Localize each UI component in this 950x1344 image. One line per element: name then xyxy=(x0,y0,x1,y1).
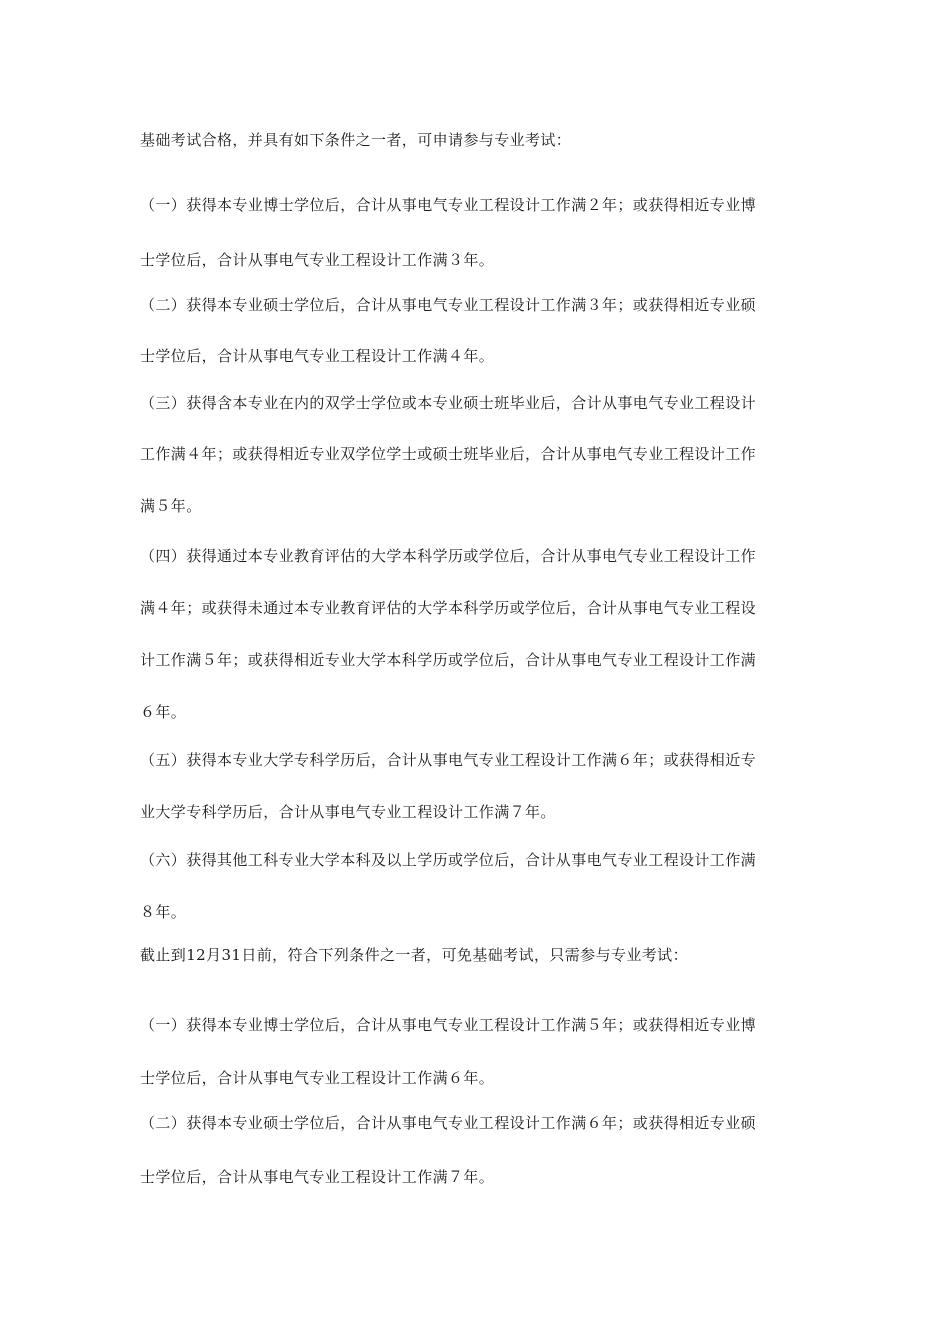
section1-intro: 基础考试合格，并具有如下条件之一者，可申请参与专业考试： xyxy=(140,131,572,149)
section1-item-4-line-2: 满４年；或获得未通过本专业教育评估的大学本科学历或学位后，合计从事电气专业工程设 xyxy=(140,599,757,617)
section1-item-1-line-1: （一）获得本专业博士学位后，合计从事电气专业工程设计工作满２年；或获得相近专业博 xyxy=(140,196,757,214)
section1-item-5-line-2: 业大学专科学历后，合计从事电气专业工程设计工作满７年。 xyxy=(140,803,556,821)
section2-item-2-line-1: （二）获得本专业硕士学位后，合计从事电气专业工程设计工作满６年；或获得相近专业硕 xyxy=(140,1114,757,1132)
section1-item-3-line-1: （三）获得含本专业在内的双学士学位或本专业硕士班毕业后，合计从事电气专业工程设计 xyxy=(140,394,757,412)
section2-item-1-line-1: （一）获得本专业博士学位后，合计从事电气专业工程设计工作满５年；或获得相近专业博 xyxy=(140,1016,757,1034)
section1-item-3-line-3: 满５年。 xyxy=(140,497,202,515)
section1-item-4-line-1: （四）获得通过本专业教育评估的大学本科学历或学位后，合计从事电气专业工程设计工作 xyxy=(140,547,757,565)
section1-item-4-line-4: ６年。 xyxy=(140,703,187,721)
section2-item-1-line-2: 士学位后，合计从事电气专业工程设计工作满６年。 xyxy=(140,1069,495,1087)
section1-item-2-line-1: （二）获得本专业硕士学位后，合计从事电气专业工程设计工作满３年；或获得相近专业硕 xyxy=(140,296,757,314)
section1-item-1-line-2: 士学位后，合计从事电气专业工程设计工作满３年。 xyxy=(140,251,495,269)
section1-item-4-line-3: 计工作满５年；或获得相近专业大学本科学历或学位后，合计从事电气专业工程设计工作满 xyxy=(140,651,757,669)
section2-item-2-line-2: 士学位后，合计从事电气专业工程设计工作满７年。 xyxy=(140,1168,495,1186)
section1-item-2-line-2: 士学位后，合计从事电气专业工程设计工作满４年。 xyxy=(140,347,495,365)
section1-item-6-line-1: （六）获得其他工科专业大学本科及以上学历或学位后，合计从事电气专业工程设计工作满 xyxy=(140,851,757,869)
section1-item-3-line-2: 工作满４年；或获得相近专业双学位学士或硕士班毕业后，合计从事电气专业工程设计工作 xyxy=(140,445,757,463)
section2-intro: 截止到12月31日前，符合下列条件之一者，可免基础考试，只需参与专业考试： xyxy=(140,946,688,964)
section1-item-6-line-2: ８年。 xyxy=(140,903,187,921)
section1-item-5-line-1: （五）获得本专业大学专科学历后，合计从事电气专业工程设计工作满６年；或获得相近专 xyxy=(140,751,757,769)
